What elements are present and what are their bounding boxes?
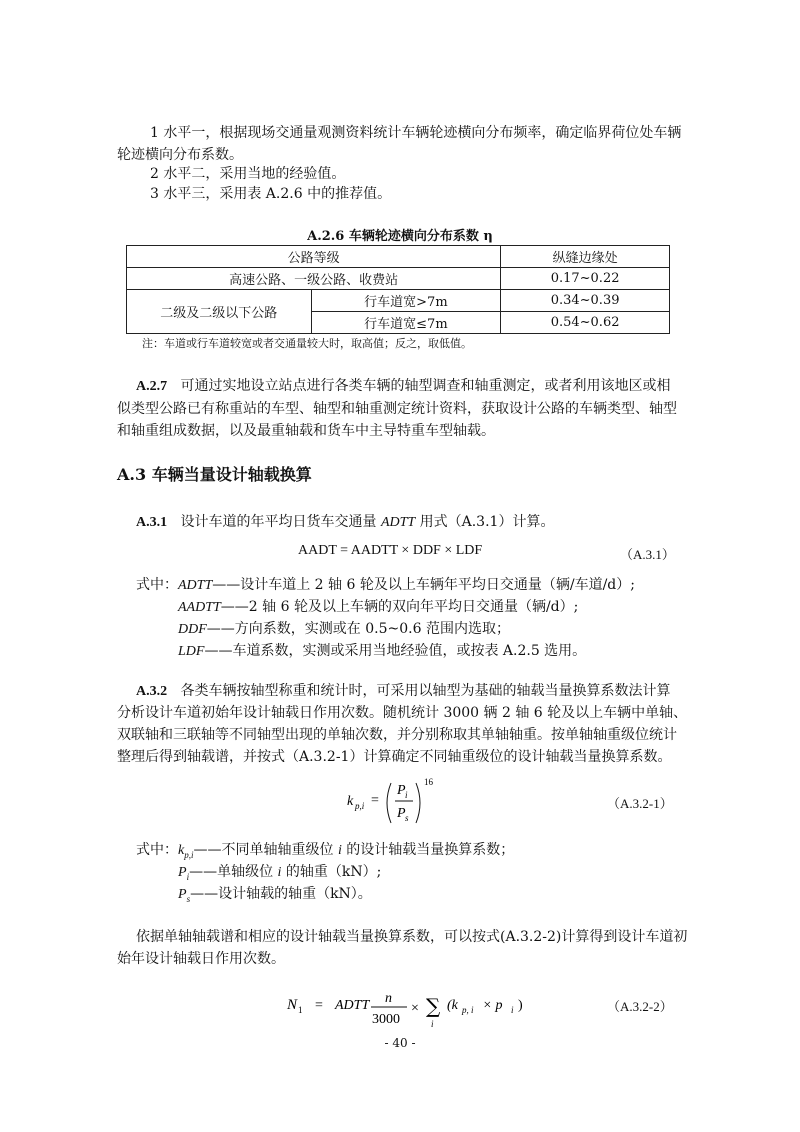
table-row [127,290,670,312]
eq-right-paren [416,783,420,823]
a31-number: A.3.1 [136,515,168,530]
def-text: ——2 轴 6 轮及以上车辆的双向年平均日交通量（辆/d）; [220,599,579,615]
row1-road: 高速公路、一级公路、收费站 [127,268,501,290]
section-title: A.3 车辆当量设计轴载换算 [117,465,312,484]
eq-lhs: k [347,794,354,809]
equation-a32-1 [345,773,465,829]
equation-a32-2-svg [285,983,545,1033]
row2-road: 二级及二级以下公路 [127,290,312,334]
where-label: 式中： [136,577,178,593]
equation-a31: AADT = AADTT × DDF × LDF [298,543,483,558]
def-var: i [277,865,282,880]
a31-def-3 [178,619,510,640]
where-label: 式中： [136,842,178,858]
equation-a31-number: （A.3.1） [620,547,675,562]
eq2-lhs: N [287,997,298,1013]
def-text: ——不同单轴轴重级位 [193,842,338,858]
equation-a32-1-number: （A.3.2-1） [607,796,673,811]
eq2-equals: = [315,998,323,1013]
a32-text: 各类车辆按轴型称重和统计时，可采用以轴型为基础的轴载当量换算系数法计算 [180,683,671,699]
def-text: 的轴重（kN）; [281,864,382,880]
equation-a32-1-svg [345,773,465,829]
eq2-p-sub: i [511,1005,514,1015]
def-text: ——设计轴载的轴重（kN）。 [190,886,372,902]
def-text: ——设计车道上 2 轴 6 轮及以上车辆年平均日交通量（辆/车道/d）; [212,577,635,593]
def-symbol: k [178,843,185,858]
def-symbol: AADTT [178,600,221,615]
def-symbol-sub: p,i [184,849,194,860]
a27-number: A.2.7 [136,379,168,394]
def-var: i [337,843,342,858]
def-symbol: DDF [178,622,207,637]
a31-def-4 [178,641,586,662]
distribution-table [126,245,670,334]
def-text: ——车道系数，实测或采用当地经验值，或按表 A.2.5 选用。 [204,643,587,659]
header-coefficient: 纵缝边缘处 [501,246,670,268]
a31-line [136,512,554,533]
a32-def-3 [178,884,372,909]
eq2-times-p: × p [479,998,503,1013]
eq-den-sub: s [405,813,409,823]
eq-left-paren [387,783,391,823]
a32-line-4: 整理后得到轴载谱，并按式（A.3.2-1）计算确定不同轴重级位的设计轴载当量换算系数。 [117,749,672,765]
eq-num: P [397,783,406,798]
level-2: 2 水平二，采用当地的经验值。 [150,166,346,182]
a31-def-2 [178,597,578,618]
def-symbol: ADTT [178,578,213,593]
equation-a32-2-number: （A.3.2-2） [607,999,673,1014]
a31-text-a: 设计车道的年平均日货车交通量 [180,514,377,530]
a27-line-2: 似类型公路已有称重站的车型、轴型和轴重测定统计资料，获取设计公路的车辆类型、轴型 [117,401,677,417]
a27-text: 可通过实地设立站点进行各类车辆的轴型调查和轴重测定，或者利用该地区或相 [180,378,671,394]
def-symbol: P [178,887,187,902]
final-line-2: 始年设计轴载日作用次数。 [117,951,285,967]
eq2-close: ) [518,998,523,1013]
eq2-n: n [385,991,392,1006]
eq2-sum-sub: i [431,1019,434,1029]
final-line-1: 依据单轴轴载谱和相应的设计轴载当量换算系数，可以按式(A.3.2-2)计算得到设计车道初 [136,929,688,945]
a27-line-3: 和轴重组成数据，以及最重轴载和货车中主导特重车型轴载。 [117,423,495,439]
a32-line-2: 分析设计车道初始年设计轴载日作用次数。随机统计 3000 辆 2 轴 6 轮及以上车辆中单轴、 [117,705,688,721]
header-road-grade: 公路等级 [127,246,501,268]
eq-lhs-sub: p,i [355,801,365,811]
page-number: - 40 - [384,1036,416,1050]
def-text: 的设计轴载当量换算系数； [341,842,515,858]
def-symbol-sub: s [186,893,191,904]
row2-value: 0.34~0.39 [501,290,670,312]
a31-var: ADTT [380,515,416,530]
table-note: 注：车道或行车道较宽或者交通量较大时，取高值；反之，取低值。 [142,337,472,350]
a32-number: A.3.2 [136,684,168,699]
a32-line-1 [136,681,670,702]
eq2-adtt: ADTT [335,998,370,1013]
eq2-body: (k [447,998,458,1013]
def-symbol: P [178,865,187,880]
row3-sub: 行车道宽≤7m [311,312,501,334]
row1-value: 0.17~0.22 [501,268,670,290]
a32-line-3: 双联轴和三联轴等不同轴型出现的单轴次数，并分别称取其单轴轴重。按单轴轴重级位统计 [117,727,677,743]
def-symbol: LDF [178,644,205,659]
eq-equals: = [371,793,379,808]
eq2-times: × [411,1001,419,1016]
eq2-sum: ∑ [426,994,441,1018]
eq-exponent: 16 [424,777,433,787]
level-3: 3 水平三，采用表 A.2.6 中的推荐值。 [150,186,392,202]
table-row [127,268,670,290]
a27-line-1 [136,376,670,397]
def-text: ——单轴级位 [189,864,278,880]
row3-value: 0.54~0.62 [501,312,670,334]
level-1-line-1: 1 水平一，根据现场交通量观测资料统计车辆轮迹横向分布频率，确定临界荷位处车辆 [150,125,682,141]
table-caption: A.2.6 车辆轮迹横向分布系数 η [307,229,493,244]
level-1-line-2: 轮迹横向分布系数。 [117,147,243,163]
eq-num-sub: i [405,790,408,800]
a31-text-b: 用式（A.3.1）计算。 [419,514,555,530]
eq2-lhs-sub: 1 [298,1005,303,1015]
a31-def-1 [136,575,635,596]
def-text: ——方向系数，实测或在 0.5~0.6 范围内选取； [206,621,510,637]
row2-sub: 行车道宽>7m [311,290,501,312]
equation-a32-2 [285,983,545,1033]
eq2-body-sub: p, i [462,1005,474,1015]
def-symbol-sub: i [186,871,190,882]
eq2-3000: 3000 [372,1012,400,1027]
table-header-row [127,246,670,268]
eq-den: P [397,806,406,821]
